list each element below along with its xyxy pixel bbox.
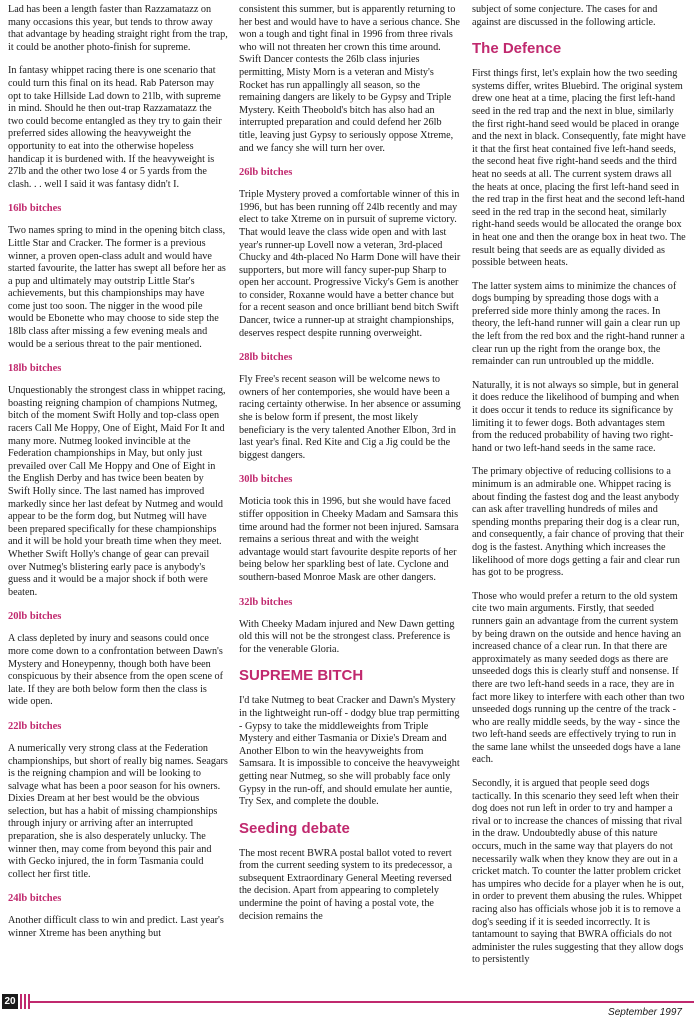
section-subheading: 32lb bitches <box>239 596 293 608</box>
body-paragraph: Another difficult class to win and predict. Last year's winner Xtreme has been anything but <box>8 915 224 940</box>
section-subheading: 30lb bitches <box>239 474 293 486</box>
section-heading: Seeding debate <box>239 819 350 837</box>
page-number: 20 <box>4 996 16 1007</box>
section-subheading: 28lb bitches <box>239 352 293 364</box>
section-subheading: 26lb bitches <box>239 167 293 179</box>
body-paragraph: Those who would prefer a return to the old system cite two main arguments. Firstly, that seeded runners gain an advantage from the current system by being drawn on the outside and hence having an increased chance of a clear run. In that there are approximately as many seeded dogs as there are unseeded dogs this is clearly stuff and nonsense. If there are two left-hand seeds in a race, they are in fact more likey to interfere with each other than two unseeded dogs running up the centre of the track - who are really middle seeds, by the way - since the two left-hand seeds are effectively trying to run in the same lane whilst the unseeded dogs have a lane each. <box>472 590 685 766</box>
article-column-2 <box>239 4 461 992</box>
section-subheading: 22lb bitches <box>8 720 62 732</box>
body-paragraph: Fly Free's recent season will be welcome news to owners of her contempories, she would have been a racing certainty otherwise. In her absence or assuming she is below form if present, the most likely beneficiary is the very talented Another Elbon, 3rd in last year's final. Red Kite and Cig a Jig could be the biggest dangers. <box>239 374 461 461</box>
body-paragraph: Triple Mystery proved a comfortable winner of this in 1996, but has been running off 24lb recently and may elect to take Xtreme on in pursuit of supreme victory. That would leave the class wide open and with last year's runner-up Lovell now a veteran, 3rd-placed Chucky and 4th-placed No Harm Done will have their supporters, but more will fancy super-pup Sharp to open her account. Progressive Vicky's Gem is another to consider, Roxanne would have a better chance but for a recent season and once brilliant bend bitch Swift Dancer, twice a runner-up at straight championships, deserves respect despite running overweight. <box>239 189 461 339</box>
footer-rule <box>30 1001 694 1003</box>
body-paragraph: With Cheeky Madam injured and New Dawn getting old this will not be the strongest class. Preference is for the venerable Gloria. <box>239 618 455 655</box>
article-column-3 <box>472 4 686 992</box>
body-paragraph: subject of some conjecture. The cases for and against are discussed in the following article. <box>472 4 658 28</box>
body-paragraph: In fantasy whippet racing there is one scenario that could turn this final on its head. Rab Paterson may opt to take Hillside Lad down to 21lb, with supreme in mind. Should he then out-trap Razzamatazz the two could become entangled as they try to gain their preferred sides allowing the heavyweight the opportunity to eat into the otherwise hopeless handicap it is burdened with. If the heavyweight is 27lb and the other two lose 4 or 5 yards from the clash. . . well I said it was fantasy didn't I. <box>8 65 222 190</box>
section-heading: SUPREME BITCH <box>239 667 364 685</box>
section-heading: The Defence <box>472 40 562 58</box>
body-paragraph: The most recent BWRA postal ballot voted to revert from the current seeding system to its predecessor, a subsequent Extraordinary General Meeting reversed the decision. Apart from appearing to completely undermine the point of having a postal vote, the decision remains the <box>239 847 453 922</box>
body-paragraph: Secondly, it is argued that people seed dogs tactically. In this scenario they seed left when their dog does not run left in order to try and hamper a rival or to increase the chances of missing that rival in the draw. Undoubtedly abuse of this nature occurs, much in the same way that players do not necessarily walk when they know they are out in a cricket match. To counter the latter problem cricket has umpires who decide for a player when he is out, in order to prevent them abusing the rules. Whippet racing also has officials whose job it is to remove a dog's seeding if it is seeded incorrectly. It is tantamount to saying that BWRA officials do not administer the rules suggesting that they allow dogs to persistently <box>472 778 684 966</box>
body-paragraph: Lad has been a length faster than Razzamatazz on many occasions this year, but tends to throw away that advantage by heading straight right from the trap, it could be another photo-finish for supreme. <box>8 4 228 53</box>
body-paragraph: The latter system aims to minimize the chances of dogs bumping by spreading those dogs with a preferred side more thinly among the races. In theory, the left-hand runner will gain a clear run up the left from the red box and the right-hand runner a clear run up the right from the orange box, the remainder can run untroubled up the middle. <box>472 280 685 368</box>
issue-date: September 1997 <box>608 1007 682 1018</box>
section-subheading: 20lb bitches <box>8 611 62 623</box>
body-paragraph: The primary objective of reducing collisions to a minimum is an admirable one. Whippet racing is about finding the fastest dog and the least anybody can ask after travelling hundreds of miles and spending months preparing their dog is a clear run, and consequently, a fair chance of proving that their dog is the fastest. Anything which increases the likelihood of more dogs getting a fair and clear run has got to be progress. <box>472 466 684 579</box>
body-paragraph: First things first, let's explain how the two seeding systems differ, writes Bluebird. The original system drew one heat at a time, placing the first left-hand seed in the red trap and the next in blue, similarly the first right-hand seed would be placed in orange and the next in black. Consequently, fate might have it that the first heat contained five left-hand seeds, the second heat five right-hand seeds and the third heat no seeds at all. The current system draws all the heats at once, placing the first left-hand seed in the red trap in the first heat and the second left-hand seed in the red trap in the second heat, similarly right-hand seeds would be allocated the orange box in heat one and then the orange box in heat two. The result being that seeds are as equally divided as possible between heats. <box>472 68 686 269</box>
body-paragraph: A numerically very strong class at the Federation championships, but short of really big names. Seagars is the reigning champion and will be looking to salvage what has been a poor season for his owners. Dixies Dream at her best would be the obvious selection, but has a habit of missing championships through injury or arriving after an interrupted preparation, she is also desperately unlucky. The winner then, may come from beyond this pair and with Gecko injured, the in form Tasmania could collect her first title. <box>8 742 228 880</box>
body-paragraph: A class depleted by inury and seasons could once more come down to a confrontation between Dawn's Mystery and Honeypenny, though both have been conspicuous by their absence from the open scene of late. If they are both below form then the class is wide open. <box>8 633 223 708</box>
body-paragraph: Naturally, it is not always so simple, but in general it does reduce the likelihood of bumping and when it does occur it tends to reduce its significance by limiting it to fewer dogs. Both advantages stem from the reduced probability of having two right-hand or two left-hand seeds in the same race. <box>472 379 680 454</box>
body-paragraph: consistent this summer, but is apparently returning to her best and would have to have a serious chance. She won a tough and tight final in 1996 from three rivals who will not threaten her crown this time around. Swift Dancer contests the 26lb class injuries permitting, Misty Morn is a veteran and Misty's Rocket has run appallingly all season, so the remaining dangers are likely to be Gypsy and Triple Mystery. Keith Theobold's bitch has also had an interrupted preparation and could defend her 26lb title, leaving just Gypsy to seriously oppose Xtreme, and we fancy she will turn her over. <box>239 4 460 154</box>
article-column-1 <box>8 4 228 992</box>
body-paragraph: Moticia took this in 1996, but she would have faced stiffer opposition in Cheeky Madam and Samsara this time around had the former not been injured. Samsara remains a serious threat and with the weight advantage would start favourite despite reports of her being below her sparkling best of late. Cyclone and southern-based Monroe Mask are other dangers. <box>239 496 459 583</box>
section-subheading: 16lb bitches <box>8 203 62 215</box>
section-subheading: 18lb bitches <box>8 363 62 375</box>
section-subheading: 24lb bitches <box>8 893 62 905</box>
body-paragraph: Unquestionably the strongest class in whippet racing, boasting reigning champion of champions Nutmeg, bitch of the moment Swift Holly and top-class open racers Call Me Hoppy, One of Eight, Maid For It and many more. Nutmeg looked invincible at the Federation championships in May, but only just prevailed over Call Me Hoppy and One of Eight in the English Derby and has twice been beaten by Swift Holly since. The last named has improved markedly since her last defeat by Nutmeg and would appear to be the form dog, but Nutmeg will have been prepared specifically for these championships and it will be hold your breath time when they meet. Whether Swift Holly's change of gear can prevail over Nutmeg's blistering early pace is anybody's guess and it would be a major shock if both were beaten. <box>8 385 226 598</box>
body-paragraph: Two names spring to mind in the opening bitch class, Little Star and Cracker. The former is a previous winner, a proven open-class adult and would have started favourite, the latter has swept all before her as a pup and ultimately may outstrip Little Star's achievements, but this championships may have come just too soon. The nigger in the wood pile would be Ebonette who may choose to side step the 18lb class after missing a few evening meals and would be a serious threat to the pair mentioned. <box>8 225 226 350</box>
body-paragraph: I'd take Nutmeg to beat Cracker and Dawn's Mystery in the lightweight run-off - dodgy blue trap permitting - Gypsy to take the middleweights from Triple Mystery and either Tasmania or Dixie's Dream and Another Elbon to win the heavyweights from Samsara. It is impossible to conceive the heavyweight getting near Nutmeg, so she will probably face only Gypsy in the run-off, and should emulate her auntie, Try Sex, and complete the double. <box>239 695 460 808</box>
